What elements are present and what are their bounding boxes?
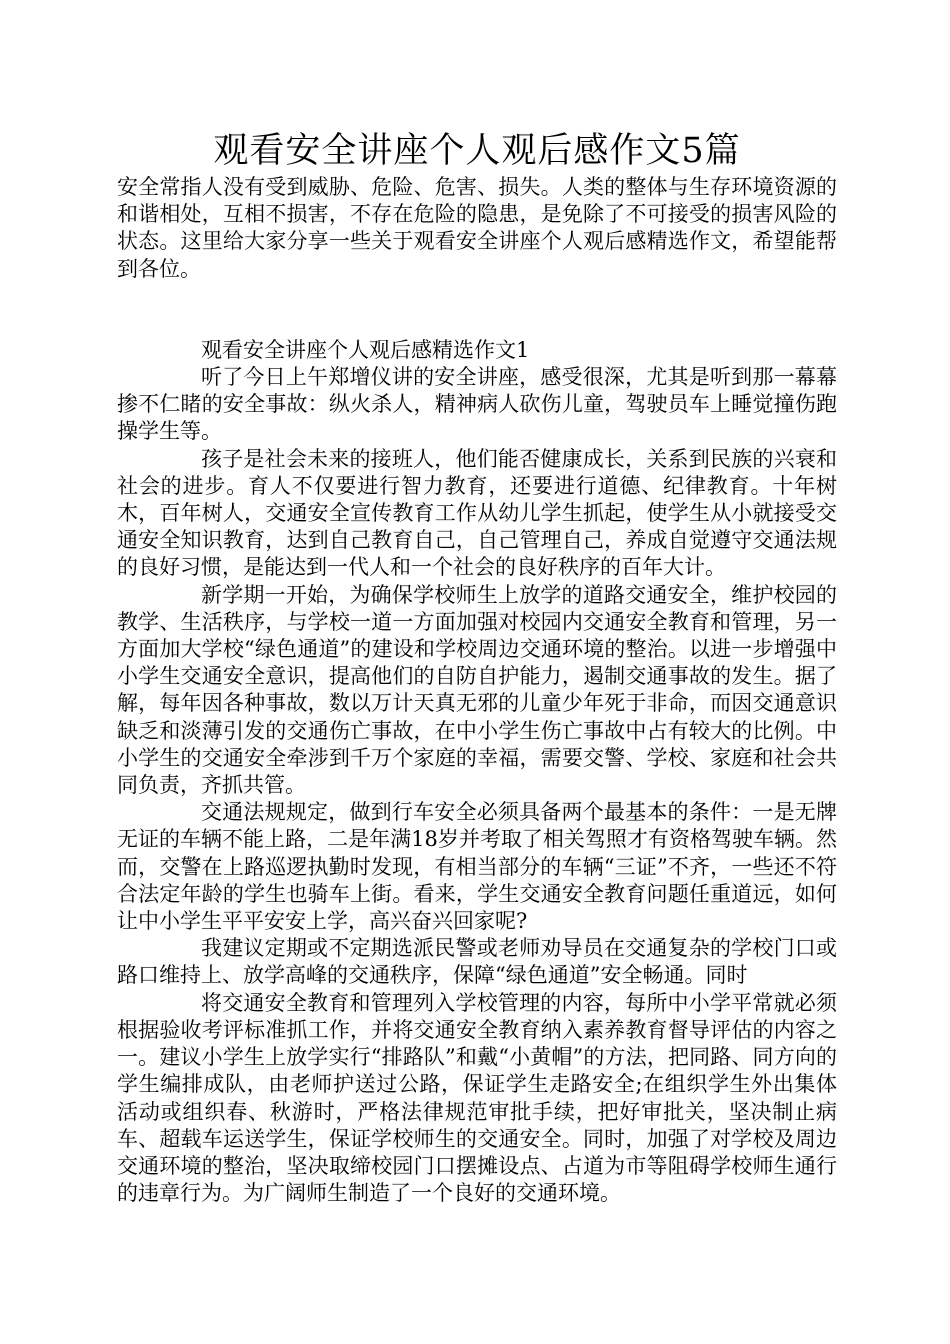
- body-paragraph: 将交通安全教育和管理列入学校管理的内容，每所中小学平常就必须根据验收考评标准抓工作，并将交通安全教育纳入素养教育督导评估的内容之一。建议小学生上放学实行“排路队”和戴“小黄帽”的方法，把同路、同方向的学生编排成队，由老师护送过公路，保证学生走路安全;在组织学生外出集体活动或组织春、秋游时，严格法律规范审批手续，把好审批关，坚决制止病车、超载车运送学生，保证学校师生的交通安全。同时，加强了对学校及周边交通环境的整治，坚决取缔校园门口摆摊设点、占道为市等阻碍学校师生通行的违章行为。为广阔师生制造了一个良好的交通环境。: [117, 990, 837, 1206]
- spacer: [117, 283, 837, 337]
- section-heading: 观看安全讲座个人观后感精选作文1: [201, 337, 530, 362]
- body-paragraph: 交通法规规定，做到行车安全必须具备两个最基本的条件：一是无牌无证的车辆不能上路，二是年满18岁并考取了相关驾照才有资格驾驶车辆。然而，交警在上路巡逻执勤时发现，有相当部分的车辆“三证”不齐，一些还不符合法定年龄的学生也骑车上街。看来，学生交通安全教育问题任重道远，如何让中小学生平平安安上学，高兴奋兴回家呢?: [117, 800, 837, 934]
- body-paragraph: 听了今日上午郑增仪讲的安全讲座，感受很深，尤其是听到那一幕幕掺不仁睹的安全事故：纵火杀人，精神病人砍伤儿童，驾驶员车上睡觉撞伤跑操学生等。: [117, 365, 837, 444]
- body-paragraph: 新学期一开始，为确保学校师生上放学的道路交通安全，维护校园的教学、生活秩序，与学校一道一方面加强对校园内交通安全教育和管理，另一方面加大学校“绿色通道”的建设和学校周边交通环境的整治。以进一步增强中小学生交通安全意识，提高他们的自防自护能力，遏制交通事故的发生。据了解，每年因各种事故，数以万计天真无邪的儿童少年死于非命，而因交通意识缺乏和淡薄引发的交通伤亡事故，在中小学生伤亡事故中占有较大的比例。中小学生的交通安全牵涉到千万个家庭的幸福，需要交警、学校、家庭和社会共同负责，齐抓共管。: [117, 582, 837, 798]
- document-page: [117, 128, 837, 1207]
- intro-paragraph: 安全常指人没有受到威胁、危险、危害、损失。人类的整体与生存环境资源的和谐相处，互相不损害，不存在危险的隐患，是免除了不可接受的损害风险的状态。这里给大家分享一些关于观看安全讲座个人观后感精选作文，希望能帮到各位。: [117, 175, 837, 281]
- document-title: 观看安全讲座个人观后感作文5篇: [213, 131, 741, 171]
- body-paragraph: 我建议定期或不定期选派民警或老师劝导员在交通复杂的学校门口或路口维持上、放学高峰的交通秩序，保障“绿色通道”安全畅通。同时: [117, 936, 837, 988]
- body-paragraph: 孩子是社会未来的接班人，他们能否健康成长，关系到民族的兴衰和社会的进步。育人不仅要进行智力教育，还要进行道德、纪律教育。十年树木，百年树人，交通安全宣传教育工作从幼儿学生抓起，使学生从小就接受交通安全知识教育，达到自己教育自己，自己管理自己，养成自觉遵守交通法规的良好习惯，是能达到一代人和一个社会的良好秩序的百年大计。: [117, 446, 837, 580]
